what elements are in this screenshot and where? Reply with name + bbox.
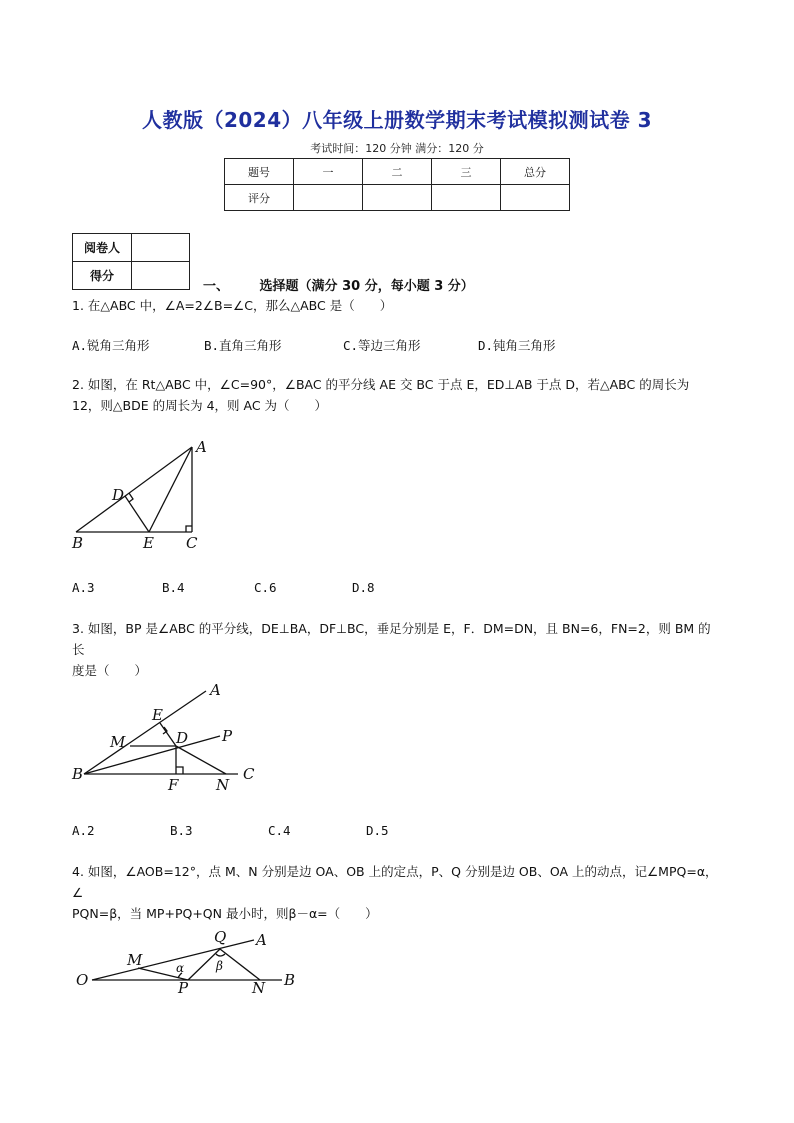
score-cell[interactable]	[432, 185, 501, 211]
score-row-label: 评分	[225, 185, 294, 211]
section-title: 选择题（满分 30 分，每小题 3 分）	[259, 279, 474, 294]
label-b: B	[72, 765, 84, 783]
score-header-cell: 三	[432, 159, 501, 185]
question-2-text	[72, 374, 722, 416]
question-4-line-1: 4. 如图，∠AOB=12°，点 M、N 分别是边 OA、OB 上的定点，P、Q 分别是边 OB、OA 上的动点，记∠MPQ=α，∠	[72, 864, 718, 900]
score-table-header-row	[225, 159, 570, 185]
label-m: M	[110, 733, 126, 751]
label-d: D	[112, 486, 125, 504]
segment-de	[125, 496, 149, 532]
score-table-score-row	[225, 185, 570, 211]
question-2-line-2: 12，则△BDE 的周长为 4，则 AC 为（ ）	[72, 398, 328, 413]
page-title: 人教版（2024）八年级上册数学期末考试模拟测试卷 3	[141, 108, 653, 132]
q1-option-b[interactable]: B.直角三角形	[204, 338, 282, 353]
segment-ae	[149, 447, 192, 532]
segment-ed	[160, 723, 176, 746]
label-b: B	[284, 971, 296, 989]
question-3-line-2: 度是（ ）	[72, 663, 148, 678]
q3-option-d[interactable]: D.5	[366, 823, 389, 838]
q3-option-c[interactable]: C.4	[268, 823, 291, 838]
reviewer-table	[72, 233, 190, 290]
points-cell[interactable]	[132, 262, 190, 290]
question-1-text: 1. 在△ABC 中，∠A=2∠B=∠C，那么△ABC 是（ ）	[72, 298, 393, 313]
question-3-text	[72, 618, 722, 681]
label-n: N	[252, 979, 266, 997]
score-cell[interactable]	[501, 185, 570, 211]
score-header-cell: 题号	[225, 159, 294, 185]
score-cell[interactable]	[294, 185, 363, 211]
q3-option-a[interactable]: A.2	[72, 823, 95, 838]
reviewer-label: 阅卷人	[73, 234, 132, 262]
label-m: M	[127, 951, 143, 969]
q1-option-d[interactable]: D.钝角三角形	[478, 338, 556, 353]
label-a: A	[210, 681, 221, 699]
label-c: C	[186, 534, 198, 552]
q2-option-b[interactable]: B.4	[162, 580, 185, 595]
score-header-cell: 总分	[501, 159, 570, 185]
question-2-line-1: 2. 如图，在 Rt△ABC 中，∠C=90°，∠BAC 的平分线 AE 交 BC 于点 E，ED⊥AB 于点 D，若△ABC 的周长为	[72, 377, 690, 392]
q3-option-b[interactable]: B.3	[170, 823, 193, 838]
score-table	[224, 158, 570, 211]
question-4-line-2: PQN=β，当 MP+PQ+QN 最小时，则β－α=（ ）	[72, 906, 378, 921]
reviewer-cell[interactable]	[132, 234, 190, 262]
score-header-cell: 一	[294, 159, 363, 185]
segment-qn	[220, 949, 260, 980]
label-f: F	[168, 776, 179, 794]
q2-option-a[interactable]: A.3	[72, 580, 95, 595]
score-header-cell: 二	[363, 159, 432, 185]
label-a: A	[196, 438, 207, 456]
q2-option-d[interactable]: D.8	[352, 580, 375, 595]
q2-figure	[60, 430, 220, 555]
ray-bp	[84, 736, 220, 774]
right-angle-f	[176, 767, 183, 774]
label-e: E	[152, 706, 163, 724]
label-d: D	[176, 729, 189, 747]
right-angle-c	[186, 526, 192, 532]
points-label: 得分	[73, 262, 132, 290]
q3-figure	[60, 675, 280, 800]
label-q: Q	[214, 928, 227, 946]
label-p: P	[178, 979, 189, 997]
label-n: N	[216, 776, 230, 794]
label-o: O	[76, 971, 89, 989]
label-c: C	[243, 765, 255, 783]
exam-info: 考试时间：120 分钟 满分：120 分	[310, 142, 484, 155]
q2-option-c[interactable]: C.6	[254, 580, 277, 595]
score-cell[interactable]	[363, 185, 432, 211]
ray-oa	[92, 940, 254, 980]
right-angle-d	[129, 493, 133, 502]
label-a: A	[256, 931, 267, 949]
label-p: P	[222, 727, 233, 745]
q1-option-a[interactable]: A.锐角三角形	[72, 338, 150, 353]
beta-arc	[216, 954, 225, 956]
question-3-line-1: 3. 如图，BP 是∠ABC 的平分线，DE⊥BA，DF⊥BC，垂足分别是 E，F．DM=DN，且 BN=6，FN=2，则 BM 的长	[72, 621, 711, 657]
label-e: E	[143, 534, 154, 552]
segment-ba	[76, 447, 192, 532]
question-4-text	[72, 861, 722, 924]
section-number: 一、	[203, 279, 230, 294]
q4-figure	[70, 925, 310, 1000]
label-b: B	[72, 534, 84, 552]
label-beta: β	[216, 959, 223, 973]
section-heading	[203, 275, 474, 294]
label-alpha: α	[176, 961, 185, 975]
q1-option-c[interactable]: C.等边三角形	[343, 338, 421, 353]
